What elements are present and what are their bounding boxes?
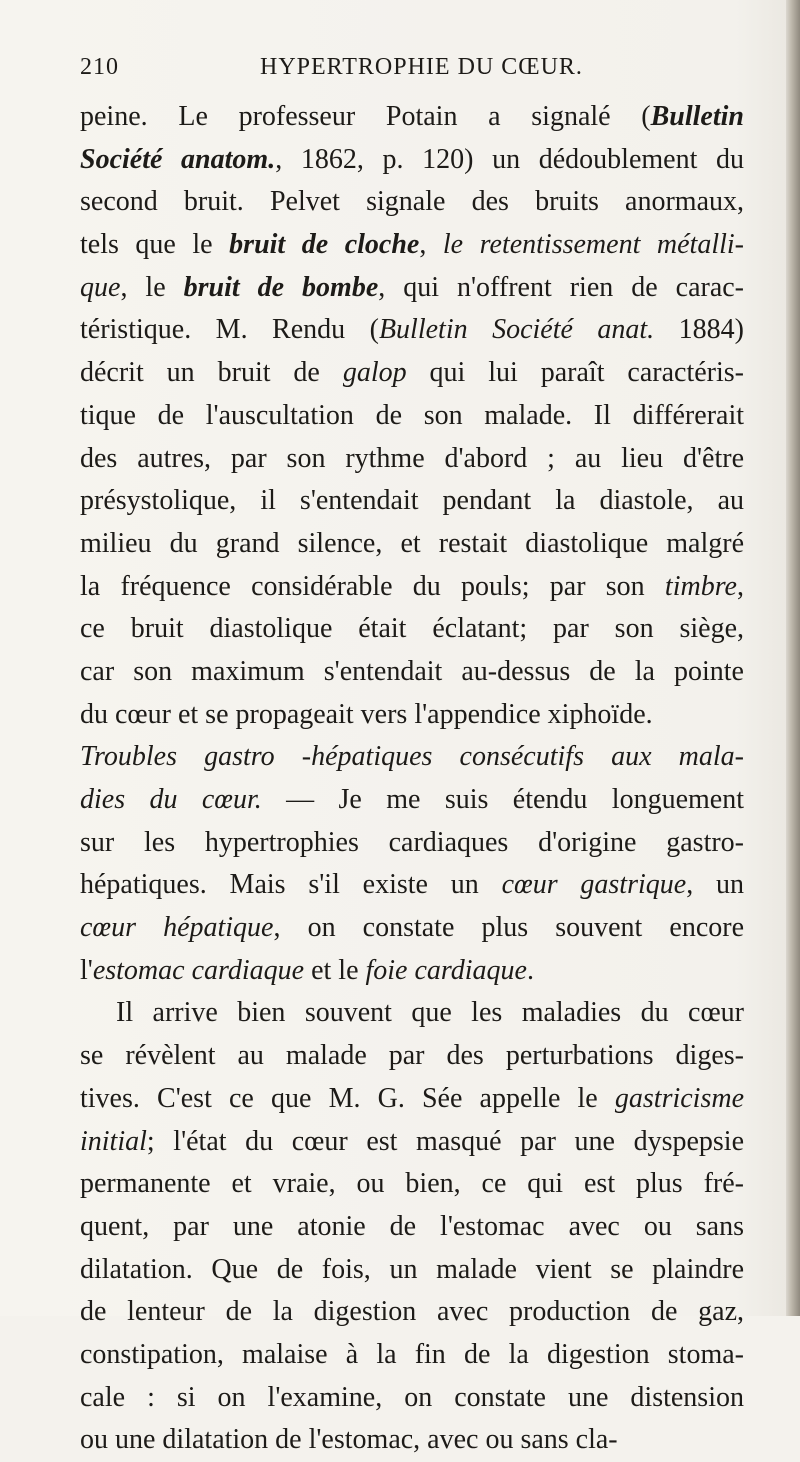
text-line xyxy=(80,480,744,523)
text-run: décrit un bruit de xyxy=(80,357,343,389)
text-run: présystolique, il s'entendait pendant la diastole, au xyxy=(80,485,744,517)
text-run: . xyxy=(526,954,534,986)
text-run: téristique. M. Rendu ( xyxy=(80,314,379,346)
text-run: cale : si on l'examine, on constate une distension xyxy=(80,1381,744,1413)
page-number: 210 xyxy=(80,54,119,80)
text-run: , 1862, p. 120) un dédoublement du xyxy=(275,143,745,175)
text-line xyxy=(80,608,744,651)
text-line xyxy=(80,267,744,310)
text-run: l' xyxy=(80,954,93,986)
text-run: permanente et vraie, ou bien, ce qui est plus fré- xyxy=(80,1168,744,1200)
text-run: galop xyxy=(342,357,407,389)
text-run: tique de l'auscultation de son malade. Il différerait xyxy=(80,399,744,431)
text-run: dilatation. Que de fois, un malade vient se plaindre xyxy=(80,1253,744,1285)
text-line xyxy=(80,309,744,352)
text-run: initial xyxy=(80,1125,147,1157)
text-run: peine. Le professeur Potain a signalé ( xyxy=(80,101,651,132)
text-run: tels que le xyxy=(80,229,230,261)
text-run: qui lui paraît caractéris- xyxy=(406,357,744,389)
text-run: second bruit. Pelvet signale des bruits anormaux, xyxy=(80,186,744,218)
text-run: , xyxy=(737,570,744,602)
text-line xyxy=(80,822,744,865)
text-run: des autres, par son rythme d'abord ; au lieu d'être xyxy=(80,442,744,474)
text-line xyxy=(80,779,744,822)
text-line xyxy=(80,651,744,694)
text-run: du cœur et se propageait vers l'appendice xiphoïde. xyxy=(80,698,653,730)
text-run: Société anatom. xyxy=(80,143,276,175)
text-line xyxy=(80,352,744,395)
text-run: la fréquence considérable du pouls; par son xyxy=(80,570,665,602)
text-run: Il arrive bien souvent que les maladies du cœur xyxy=(116,997,744,1029)
text-run: et le xyxy=(304,954,366,986)
text-line xyxy=(80,1163,744,1206)
text-line xyxy=(80,139,744,182)
text-line xyxy=(80,1078,744,1121)
text-run: constipation, malaise à la fin de la digestion stoma- xyxy=(80,1338,744,1370)
text-line xyxy=(80,1291,744,1334)
text-run: timbre xyxy=(664,570,737,602)
page-header xyxy=(80,54,720,94)
text-run: se révèlent au malade par des perturbations diges- xyxy=(80,1040,744,1072)
text-run: sur les hypertrophies cardiaques d'origine gastro- xyxy=(80,826,744,858)
text-run: , on constate plus souvent encore xyxy=(273,912,745,944)
text-run: quent, par une atonie de l'estomac avec ou sans xyxy=(80,1210,744,1242)
running-title: HYPERTROPHIE DU CŒUR. xyxy=(260,54,583,80)
text-run: Troubles gastro -hépatiques consécutifs aux mala- xyxy=(80,741,744,773)
text-run: milieu du grand silence, et restait diastolique malgré xyxy=(80,527,744,559)
text-line xyxy=(80,566,744,609)
text-run: que xyxy=(80,271,121,303)
text-run: , qui n'offrent rien de carac- xyxy=(378,271,744,303)
text-run: ce bruit diastolique était éclatant; par son siège, xyxy=(80,613,744,645)
text-run: le retentissement métalli- xyxy=(442,229,744,261)
text-run: foie cardiaque xyxy=(365,954,527,986)
text-run: Bulletin Société anat. xyxy=(378,314,655,346)
text-run: Bulletin xyxy=(650,101,744,132)
text-line xyxy=(80,1121,744,1164)
page-edge xyxy=(786,0,800,1316)
text-run: , un xyxy=(686,869,744,901)
text-run: hépatiques. Mais s'il existe un xyxy=(80,869,502,901)
text-run: bruit de cloche xyxy=(229,229,420,261)
text-line xyxy=(80,523,744,566)
text-run: tives. C'est ce que M. G. Sée appelle le xyxy=(80,1082,615,1114)
text-line xyxy=(80,1206,744,1249)
text-line xyxy=(80,1377,744,1420)
text-run: 1884) xyxy=(654,314,744,346)
text-run: car son maximum s'entendait au-dessus de la pointe xyxy=(80,655,744,687)
text-line xyxy=(80,864,744,907)
body-text xyxy=(80,96,744,1462)
text-run: , xyxy=(419,229,443,261)
text-line xyxy=(80,96,744,139)
text-run: ; l'état du cœur est masqué par une dyspepsie xyxy=(146,1125,744,1157)
text-run: de lenteur de la digestion avec production de gaz, xyxy=(80,1296,744,1328)
text-run: , le xyxy=(120,271,184,303)
text-line xyxy=(80,1035,744,1078)
text-run: cœur gastrique xyxy=(501,869,687,901)
text-run: gastricisme xyxy=(614,1082,744,1114)
text-line xyxy=(80,907,744,950)
text-line xyxy=(80,181,744,224)
text-run: dies du cœur. xyxy=(80,784,262,815)
text-line xyxy=(80,1249,744,1292)
text-run: ou une dilatation de l'estomac, avec ou sans cla- xyxy=(80,1424,618,1456)
text-run: cœur hépatique xyxy=(80,912,274,944)
text-run: — Je me suis étendu longuement xyxy=(261,784,744,815)
text-run: estomac cardiaque xyxy=(92,954,305,986)
text-line xyxy=(80,438,744,481)
text-line xyxy=(80,950,744,993)
text-line xyxy=(80,1334,744,1377)
text-line xyxy=(80,224,744,267)
text-line xyxy=(80,694,744,737)
text-line xyxy=(80,1419,744,1462)
text-line xyxy=(80,395,744,438)
text-run: bruit de bombe xyxy=(183,271,379,303)
text-line xyxy=(80,992,744,1035)
text-line xyxy=(80,736,744,779)
